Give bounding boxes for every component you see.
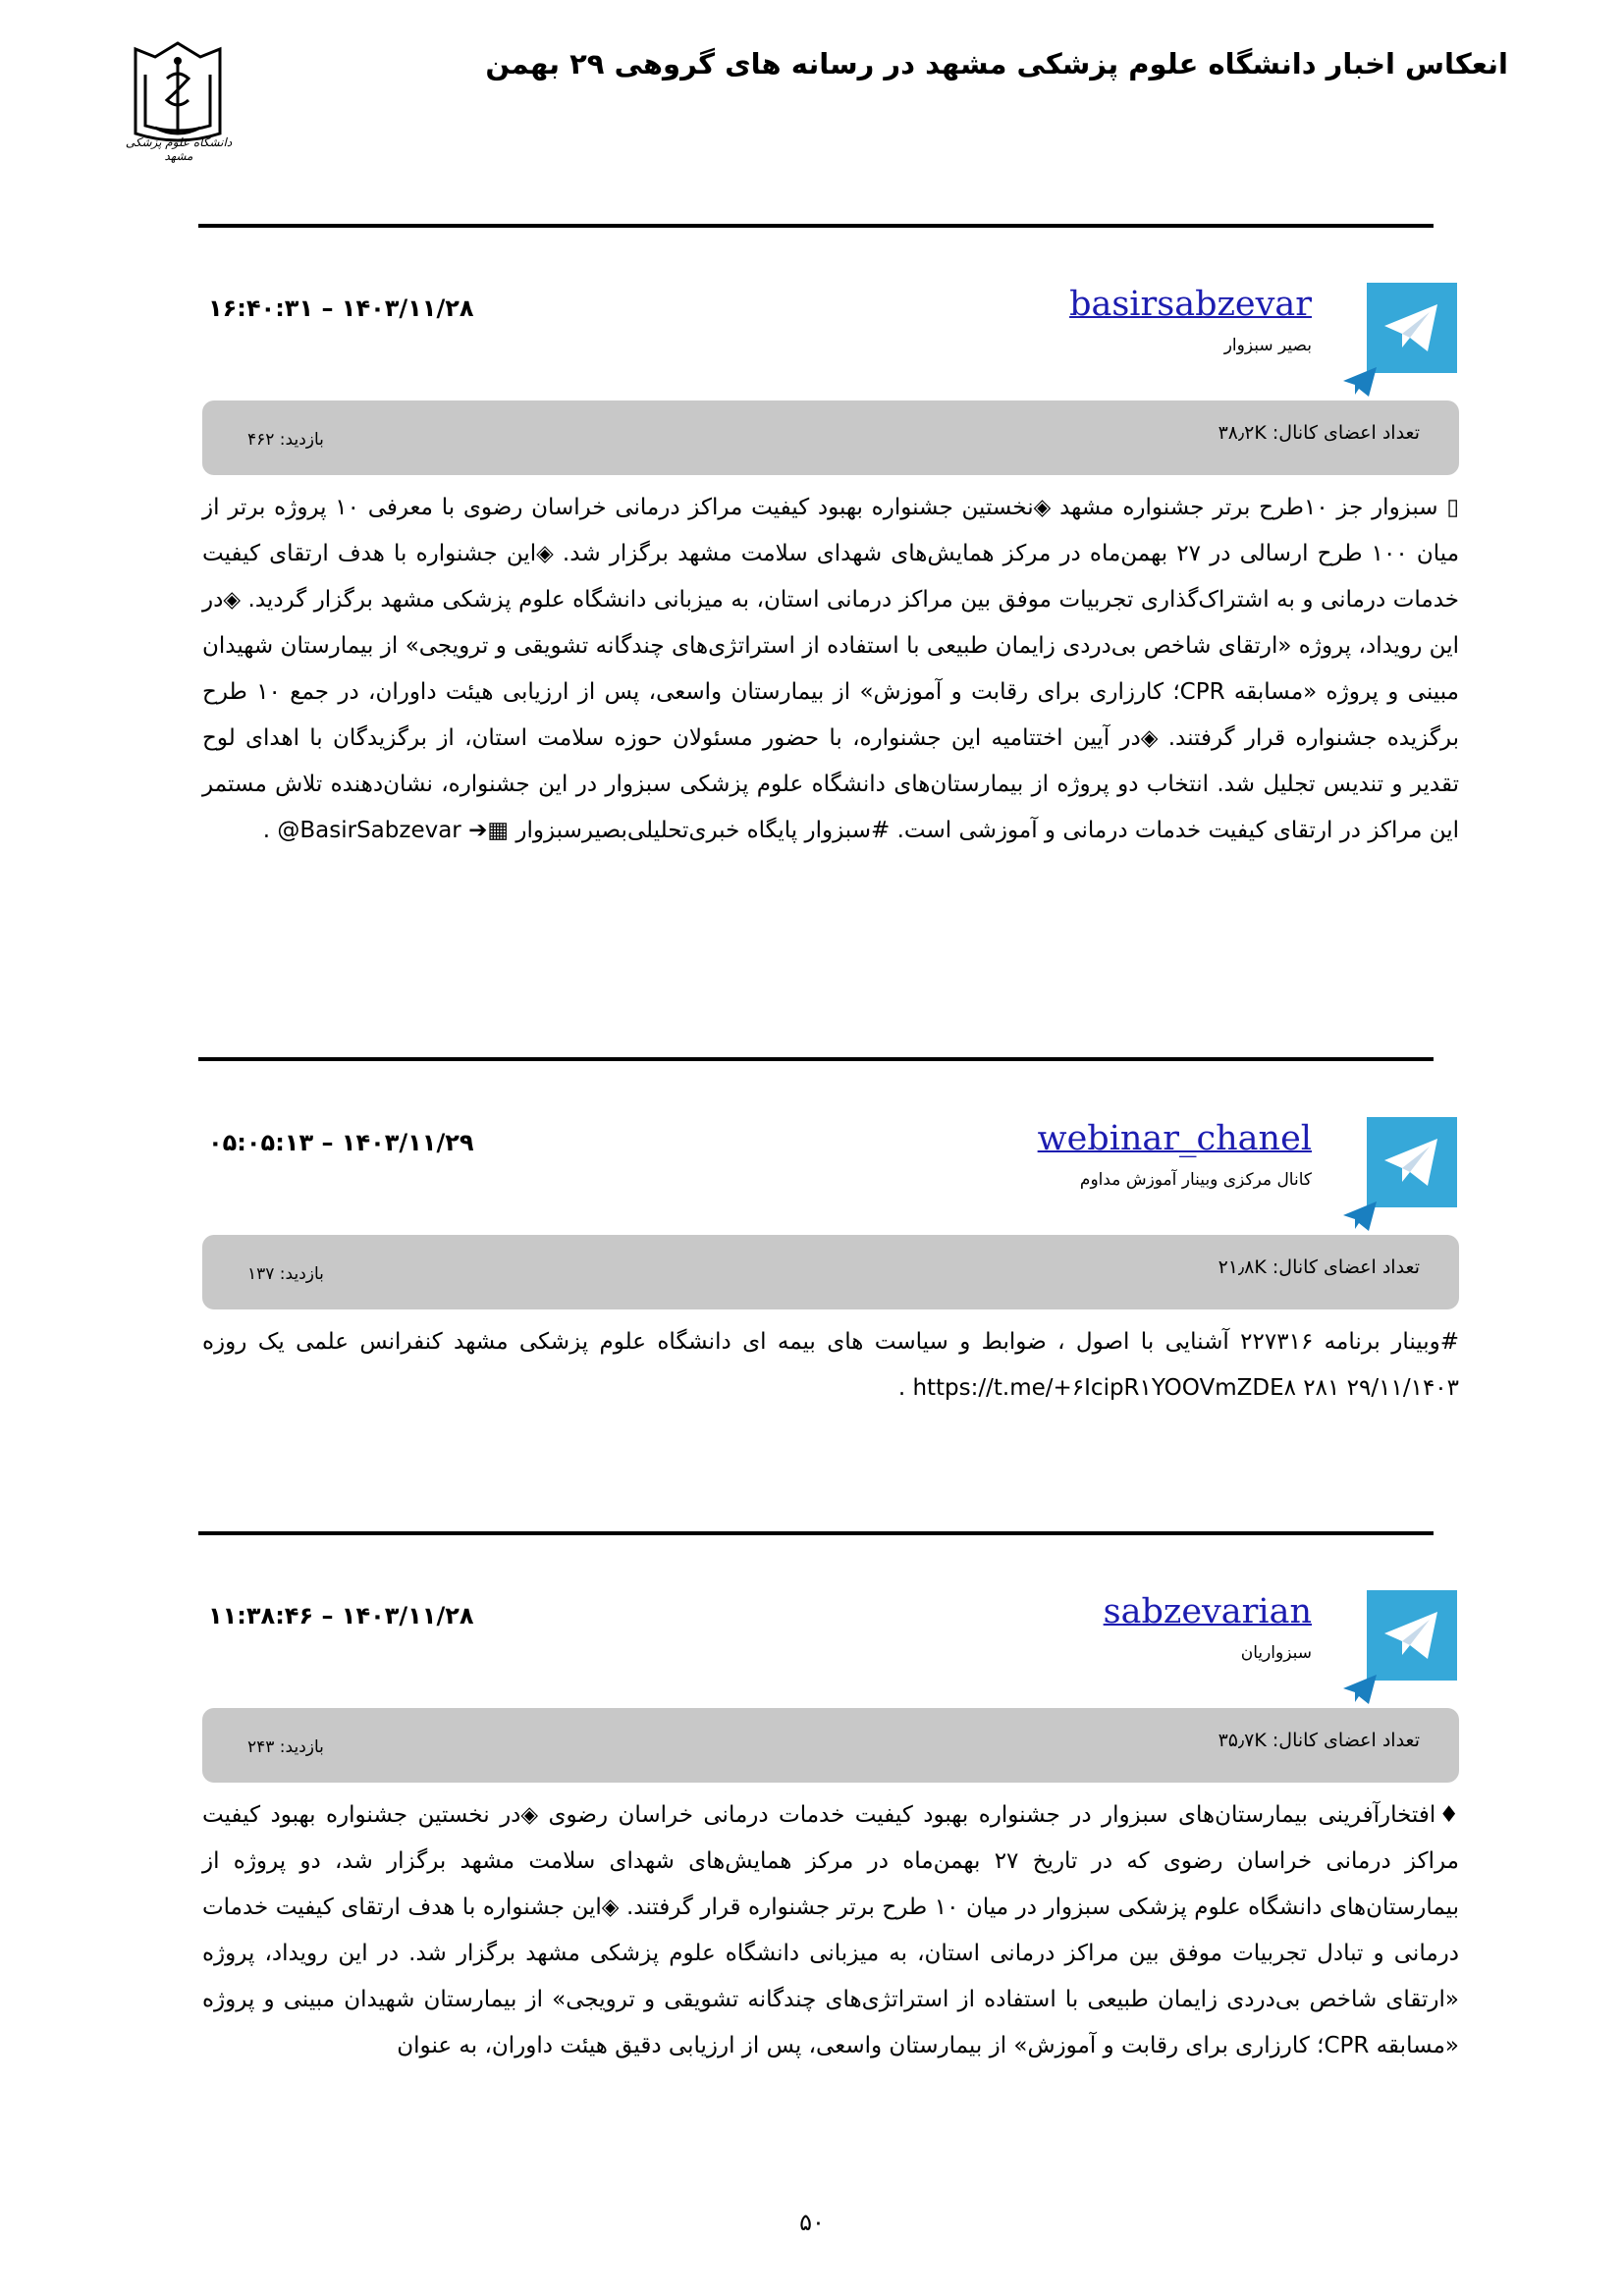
post-body-text: ♦افتخارآفرینی بیمارستان‌های سبزوار در جشنواره بهبود کیفیت خدمات درمانی خراسان رضوی ◈در نخستین جشنواره بهبود کیفیت مراکز درمانی خراسان رضوی که در تاریخ ۲۷ بهمن‌ماه در مرکز همایش‌های شهدای سلامت مشهد برگزار شد، دو پروژه از بیمارستان‌های دانشگاه علوم پزشکی سبزوار در میان ۱۰ طرح برتر جشنواره قرار گرفتند. ◈این جشنواره با هدف ارتقای کیفیت خدمات درمانی و تبادل تجربیات موفق بین مراکز درمانی استان، به میزبانی دانشگاه علوم پزشکی مشهد برگزار شد. در این رویداد، پروژه «ارتقای شاخص بی‌دردی زایمان طبیعی با استفاده از استراتژی‌های چندگانه تشویقی و ترویجی» از بیمارستان شهیدان مبینی و پروژه «مسابقه CPR؛ کارزاری برای رقابت و آموزش» از بیمارستان واسعی، پس از ارزیابی دقیق هیئت داوران، به عنوان (202, 1802, 1460, 2058)
page-header-title: انعکاس اخبار دانشگاه علوم پزشکی مشهد در رسانه های گروهی ۲۹ بهمن (485, 47, 1508, 80)
post-datetime: ۱۶:۴۰:۳۱ – ۱۴۰۳/۱۱/۲۸ (208, 294, 474, 322)
telegram-icon[interactable] (1367, 283, 1457, 373)
telegram-icon[interactable] (1367, 1590, 1457, 1681)
view-count: بازدید: ۲۴۳ (247, 1737, 324, 1757)
member-count: تعداد اعضای کانال: ۲۱٫۸K (1218, 1256, 1420, 1278)
member-count: تعداد اعضای کانال: ۳۸٫۲K (1218, 422, 1420, 444)
channel-name: بصیر سبزوار (1223, 336, 1312, 355)
logo-caption: دانشگاه علوم پزشکی مشهد (125, 135, 233, 163)
page-number: ۵۰ (799, 2209, 825, 2236)
stats-bar (202, 1235, 1459, 1309)
separator-rule (198, 1057, 1434, 1061)
channel-username-link[interactable]: sabzevarian (1103, 1592, 1312, 1631)
channel-username-link[interactable]: basirsabzevar (1069, 285, 1312, 324)
separator-rule (198, 1531, 1434, 1535)
stats-bar (202, 400, 1459, 475)
member-count: تعداد اعضای کانال: ۳۵٫۷K (1218, 1730, 1420, 1751)
view-count: بازدید: ۴۶۲ (247, 430, 324, 450)
post-body-text: ▯ سبزوار جز ۱۰طرح برتر جشنواره مشهد ◈نخستین جشنواره بهبود کیفیت مراکز درمانی خراسان رضوی با معرفی ۱۰ پروژه برتر از میان ۱۰۰ طرح ارسالی در ۲۷ بهمن‌ماه در مرکز همایش‌های شهدای سلامت مشهد برگزار شد. ◈این جشنواره با هدف ارتقای کیفیت خدمات درمانی و به اشتراک‌گذاری تجربیات موفق بین مراکز درمانی استان، به میزبانی دانشگاه علوم پزشکی مشهد برگزار گردید. ◈در این رویداد، پروژه «ارتقای شاخص بی‌دردی زایمان طبیعی با استفاده از استراتژی‌های چندگانه تشویقی و ترویجی» از بیمارستان شهیدان مبینی و پروژه «مسابقه CPR؛ کارزاری برای رقابت و آموزش» از بیمارستان واسعی، پس از ارزیابی هیئت داوران، در جمع ۱۰ طرح برگزیده جشنواره قرار گرفتند. ◈در آیین اختتامیه این جشنواره، با حضور مسئولان حوزه سلامت استان، از برگزیدگان با اهدای لوح تقدیر و تندیس تجلیل شد. انتخاب دو پروژه از بیمارستان‌های دانشگاه علوم پزشکی سبزوار در این جشنواره، نشان‌دهنده تلاش مستمر این مراکز در ارتقای کیفیت خدمات درمانی و آموزشی است. #سبزوار پایگاه خبری‌تحلیلی‌بصیرسبزوار ▦➔ BasirSabzevar@ . (202, 495, 1460, 843)
separator-rule (198, 224, 1434, 228)
post-datetime: ۰۵:۰۵:۱۳ – ۱۴۰۳/۱۱/۲۹ (208, 1129, 474, 1156)
view-count: بازدید: ۱۳۷ (247, 1264, 324, 1284)
post-datetime: ۱۱:۳۸:۴۶ – ۱۴۰۳/۱۱/۲۸ (208, 1602, 474, 1629)
post-body-text: #وبینار برنامه ۲۲۷۳۱۶ آشنایی با اصول ، ضوابط و سیاست های بیمه ای دانشگاه علوم پزشکی مشهد کنفرانس علمی یک روزه ۲۹/۱۱/۱۴۰۳ ۲۸۱ https://t.me/+۶IcipR۱YOOVmZDE۸ . (202, 1329, 1459, 1401)
channel-name: سبزواریان (1240, 1643, 1312, 1663)
telegram-icon[interactable] (1367, 1117, 1457, 1207)
channel-username-link[interactable]: webinar_chanel (1037, 1119, 1312, 1158)
stats-bar (202, 1708, 1459, 1783)
channel-name: کانال مرکزی وبینار آموزش مداوم (1079, 1170, 1312, 1190)
